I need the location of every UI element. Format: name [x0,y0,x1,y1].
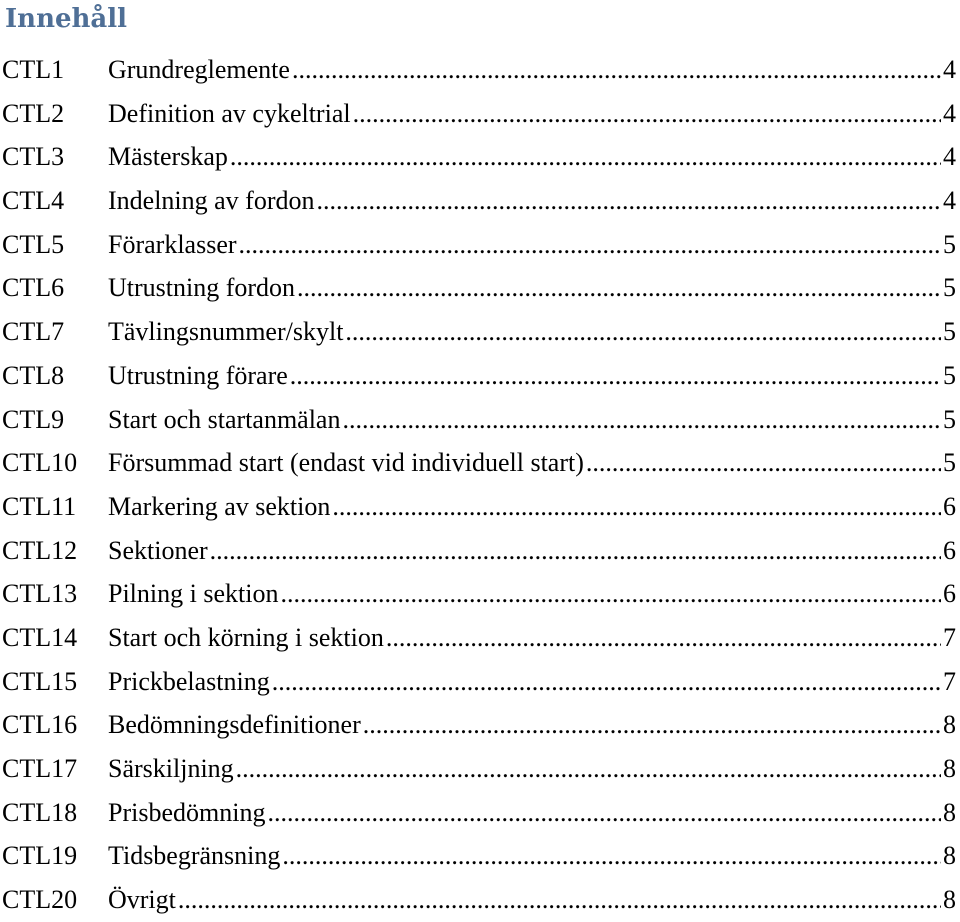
toc-entry-page-number: 8 [943,710,956,740]
toc-entry-title: Särskiljning [108,754,234,783]
toc-entry-title: Grundreglemente [108,55,290,84]
toc-entry-ctl8[interactable] [0,354,960,398]
toc-entry-ctl7[interactable] [0,310,960,354]
toc-dot-leader [290,354,941,398]
toc-entry-ctl20[interactable] [0,878,960,922]
toc-entry-page-number: 6 [943,491,956,521]
toc-entry-code: CTL18 [2,797,78,827]
toc-entry-page-number: 8 [943,754,956,783]
toc-entry-list [0,48,960,922]
toc-dot-leader [280,572,941,616]
toc-entry-code: CTL4 [2,186,65,216]
toc-entry-title: Sektioner [108,535,208,565]
toc-entry-title: Definition av cykeltrial [108,98,351,128]
toc-entry-ctl12[interactable] [0,529,960,573]
toc-dot-leader [267,791,941,835]
toc-entry-page-number: 8 [943,885,956,915]
toc-entry-page-number: 5 [943,229,956,259]
toc-dot-leader [586,441,941,485]
toc-entry-code: CTL9 [2,404,65,434]
toc-entry-title: Utrustning fordon [108,273,296,303]
toc-entry-ctl2[interactable] [0,92,960,136]
toc-entry-title: Bedömningsdefinitioner [108,710,361,740]
toc-entry-title: Pilning i sektion [108,579,279,609]
toc-dot-leader [272,660,941,704]
toc-entry-ctl11[interactable] [0,485,960,529]
toc-entry-code: CTL16 [2,710,78,740]
toc-dot-leader [353,92,941,136]
toc-dot-leader [342,398,941,442]
toc-dot-leader [386,616,941,660]
toc-dot-leader [282,834,941,878]
toc-entry-ctl10[interactable] [0,441,960,485]
toc-entry-page-number: 7 [943,666,956,696]
toc-dot-leader [345,310,941,354]
toc-entry-code: CTL7 [2,317,65,347]
toc-entry-page-number: 7 [943,622,956,652]
toc-entry-page-number: 8 [943,797,956,827]
toc-entry-page-number: 4 [943,55,956,84]
toc-entry-page-number: 6 [943,579,956,609]
toc-entry-code: CTL3 [2,142,65,172]
toc-entry-code: CTL17 [2,754,78,783]
toc-entry-page-number: 4 [943,98,956,128]
toc-entry-ctl18[interactable] [0,791,960,835]
toc-entry-code: CTL6 [2,273,65,303]
toc-entry-code: CTL15 [2,666,78,696]
toc-entry-page-number: 8 [943,841,956,871]
toc-dot-leader [230,135,941,179]
toc-entry-code: CTL11 [2,491,77,521]
toc-dot-leader [297,266,941,310]
toc-dot-leader [317,179,941,223]
toc-entry-page-number: 6 [943,535,956,565]
toc-entry-ctl15[interactable] [0,660,960,704]
toc-entry-title: Markering av sektion [108,491,331,521]
toc-dot-leader [292,48,941,92]
toc-dot-leader [178,878,941,922]
toc-dot-leader [210,529,941,573]
toc-entry-title: Övrigt [108,885,176,915]
toc-dot-leader [363,703,941,747]
toc-entry-page-number: 5 [943,360,956,390]
toc-dot-leader [239,223,941,267]
toc-entry-page-number: 4 [943,186,956,216]
toc-entry-code: CTL5 [2,229,65,259]
toc-entry-ctl5[interactable] [0,223,960,267]
toc-entry-ctl9[interactable] [0,398,960,442]
toc-entry-title: Start och körning i sektion [108,622,384,652]
toc-entry-title: Mästerskap [108,142,228,172]
toc-dot-leader [236,747,941,791]
toc-dot-leader [332,485,941,529]
toc-entry-code: CTL14 [2,622,78,652]
toc-entry-code: CTL19 [2,841,78,871]
toc-entry-title: Prisbedömning [108,797,266,827]
toc-entry-page-number: 5 [943,273,956,303]
toc-entry-code: CTL12 [2,535,78,565]
toc-entry-code: CTL13 [2,579,78,609]
toc-entry-title: Indelning av fordon [108,186,315,216]
toc-entry-title: Tävlingsnummer/skylt [108,317,344,347]
toc-entry-code: CTL8 [2,360,65,390]
toc-entry-code: CTL1 [2,55,65,84]
toc-entry-title: Utrustning förare [108,360,288,390]
toc-entry-ctl16[interactable] [0,703,960,747]
toc-entry-title: Tidsbegränsning [108,841,281,871]
toc-entry-ctl3[interactable] [0,135,960,179]
toc-entry-page-number: 5 [943,448,956,478]
toc-entry-code: CTL10 [2,448,78,478]
toc-entry-ctl6[interactable] [0,266,960,310]
toc-entry-title: Prickbelastning [108,666,270,696]
toc-entry-page-number: 4 [943,142,956,172]
toc-entry-ctl13[interactable] [0,572,960,616]
toc-entry-title: Försummad start (endast vid individuell start) [108,448,584,478]
toc-entry-ctl19[interactable] [0,834,960,878]
toc-entry-ctl14[interactable] [0,616,960,660]
toc-entry-ctl4[interactable] [0,179,960,223]
toc-entry-ctl17[interactable] [0,747,960,791]
toc-entry-title: Förarklasser [108,229,237,259]
toc-entry-code: CTL20 [2,885,78,915]
toc-entry-code: CTL2 [2,98,65,128]
toc-entry-page-number: 5 [943,317,956,347]
toc-entry-ctl1[interactable] [0,48,960,92]
toc-entry-page-number: 5 [943,404,956,434]
toc-heading: Innehåll [5,4,128,34]
toc-entry-title: Start och startanmälan [108,404,341,434]
